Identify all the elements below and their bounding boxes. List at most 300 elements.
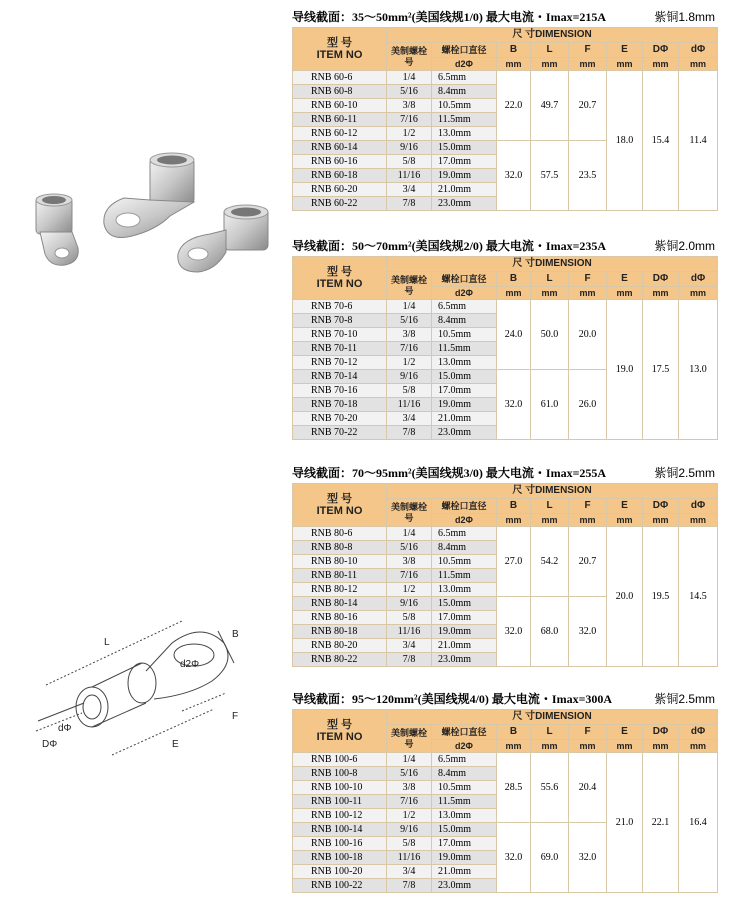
section-heading: 导线截面：70～95mm²(美国线规3/0) 最大电流・Imax=255A [292, 466, 607, 480]
screw-cell: 1/4 [387, 300, 432, 314]
model-cell: RNB 100-12 [293, 809, 387, 823]
copper-grade: 紫铜1.8mm [654, 10, 715, 24]
col-D: DΦ [643, 499, 679, 514]
unit-mm: mm [497, 514, 531, 527]
unit-mm: mm [607, 740, 643, 753]
unit-mm: mm [569, 740, 607, 753]
screw-cell: 1/2 [387, 127, 432, 141]
hole-diameter-cell: 11.5mm [432, 569, 497, 583]
hole-header: 螺栓口直径 [432, 43, 497, 58]
model-suffix: 22 [347, 197, 358, 209]
screw-cell: 9/16 [387, 141, 432, 155]
col-d: dΦ [679, 272, 718, 287]
model-suffix: 16 [347, 155, 358, 167]
unit-mm: mm [679, 514, 718, 527]
D-value: 17.5 [643, 300, 679, 440]
model-prefix: RNB 80 [311, 527, 345, 539]
screw-cell: 1/2 [387, 356, 432, 370]
hole-header: 螺栓口直径 [432, 272, 497, 287]
model-cell: RNB 100-16 [293, 837, 387, 851]
section-heading: 导线截面：50～70mm²(美国线规2/0) 最大电流・Imax=235A [292, 239, 607, 253]
dimension-header: 尺 寸DIMENSION [387, 28, 718, 43]
d-value: 13.0 [679, 300, 718, 440]
model-prefix: RNB 80 [311, 611, 345, 623]
dimension-diagram [22, 615, 282, 765]
model-cell: RNB 80-16 [293, 611, 387, 625]
hole-diameter-cell: 11.5mm [432, 342, 497, 356]
model-suffix: 6 [352, 753, 358, 765]
model-suffix: 16 [352, 837, 363, 849]
screw-cell: 11/16 [387, 625, 432, 639]
item-header-cn: 型 号 [326, 719, 353, 731]
hole-diameter-cell: 19.0mm [432, 398, 497, 412]
model-suffix: 18 [347, 169, 358, 181]
model-cell: RNB 100-6 [293, 753, 387, 767]
screw-header: 美制螺栓号 [387, 499, 432, 527]
model-suffix: 11 [347, 342, 358, 354]
model-cell: RNB 60-11 [293, 113, 387, 127]
B-value: 32.0 [497, 141, 531, 211]
model-cell: RNB 100-11 [293, 795, 387, 809]
F-value: 32.0 [569, 823, 607, 893]
model-prefix: RNB 70 [311, 426, 345, 438]
hole-diameter-cell: 23.0mm [432, 653, 497, 667]
screw-cell: 1/2 [387, 809, 432, 823]
screw-cell: 7/8 [387, 879, 432, 893]
table-row [293, 527, 718, 541]
screw-cell: 9/16 [387, 597, 432, 611]
model-suffix: 6 [347, 527, 353, 539]
hole-diameter-cell: 10.5mm [432, 781, 497, 795]
screw-cell: 3/4 [387, 412, 432, 426]
label-L: L [104, 637, 110, 648]
hole-diameter-cell: 13.0mm [432, 583, 497, 597]
model-suffix: 20 [352, 865, 363, 877]
screw-cell: 3/8 [387, 99, 432, 113]
screw-cell: 5/8 [387, 837, 432, 851]
model-prefix: RNB 80 [311, 625, 345, 637]
model-suffix: 16 [347, 611, 358, 623]
model-cell: RNB 70-22 [293, 426, 387, 440]
unit-mm: mm [497, 287, 531, 300]
model-cell: RNB 100-22 [293, 879, 387, 893]
unit-mm: mm [643, 287, 679, 300]
model-prefix: RNB 60 [311, 99, 345, 111]
col-B: B [497, 43, 531, 58]
unit-mm: mm [531, 514, 569, 527]
F-value: 20.7 [569, 527, 607, 597]
col-E: E [607, 272, 643, 287]
model-suffix: 10 [347, 328, 358, 340]
hole-diameter-cell: 23.0mm [432, 197, 497, 211]
model-suffix: 18 [347, 625, 358, 637]
model-prefix: RNB 100 [311, 837, 350, 849]
hole-diameter-cell: 21.0mm [432, 639, 497, 653]
hole-diameter-cell: 6.5mm [432, 300, 497, 314]
screw-header: 美制螺栓号 [387, 725, 432, 753]
col-d: dΦ [679, 725, 718, 740]
model-suffix: 16 [347, 384, 358, 396]
d-value: 14.5 [679, 527, 718, 667]
L-value: 61.0 [531, 370, 569, 440]
item-header-en: ITEM NO [316, 278, 363, 290]
model-prefix: RNB 70 [311, 412, 345, 424]
model-prefix: RNB 100 [311, 795, 350, 807]
dimension-header: 尺 寸DIMENSION [387, 257, 718, 272]
hole-diameter-cell: 6.5mm [432, 753, 497, 767]
screw-cell: 3/8 [387, 781, 432, 795]
B-value: 27.0 [497, 527, 531, 597]
model-prefix: RNB 80 [311, 583, 345, 595]
F-value: 32.0 [569, 597, 607, 667]
unit-mm: mm [497, 740, 531, 753]
model-prefix: RNB 60 [311, 141, 345, 153]
item-header-cn: 型 号 [326, 266, 353, 278]
hole-diameter-cell: 17.0mm [432, 155, 497, 169]
model-prefix: RNB 80 [311, 639, 345, 651]
label-dphi: dΦ [58, 723, 72, 734]
screw-cell: 3/8 [387, 328, 432, 342]
table-row [293, 753, 718, 767]
screw-cell: 1/2 [387, 583, 432, 597]
col-d: dΦ [679, 43, 718, 58]
lug-large-middle [104, 153, 194, 238]
model-suffix: 22 [347, 426, 358, 438]
screw-cell: 1/4 [387, 527, 432, 541]
col-B: B [497, 272, 531, 287]
col-F: F [569, 272, 607, 287]
model-cell: RNB 70-14 [293, 370, 387, 384]
model-prefix: RNB 60 [311, 169, 345, 181]
d2-header: d2Φ [432, 287, 497, 300]
col-L: L [531, 272, 569, 287]
screw-header: 美制螺栓号 [387, 43, 432, 71]
hole-diameter-cell: 11.5mm [432, 113, 497, 127]
L-value: 50.0 [531, 300, 569, 370]
model-prefix: RNB 100 [311, 781, 350, 793]
screw-cell: 5/16 [387, 541, 432, 555]
model-cell: RNB 70-12 [293, 356, 387, 370]
screw-cell: 9/16 [387, 370, 432, 384]
L-value: 68.0 [531, 597, 569, 667]
model-prefix: RNB 70 [311, 370, 345, 382]
model-prefix: RNB 60 [311, 183, 345, 195]
model-prefix: RNB 60 [311, 85, 345, 97]
model-cell: RNB 70-20 [293, 412, 387, 426]
screw-cell: 7/16 [387, 113, 432, 127]
screw-cell: 7/8 [387, 197, 432, 211]
hole-diameter-cell: 15.0mm [432, 141, 497, 155]
model-suffix: 8 [347, 541, 353, 553]
spec-table [292, 256, 718, 440]
screw-cell: 9/16 [387, 823, 432, 837]
model-cell: RNB 70-16 [293, 384, 387, 398]
screw-cell: 7/16 [387, 795, 432, 809]
screw-cell: 11/16 [387, 851, 432, 865]
copper-grade: 紫铜2.0mm [654, 239, 715, 253]
item-header-en: ITEM NO [316, 49, 363, 61]
section-title [292, 464, 717, 480]
model-prefix: RNB 70 [311, 342, 345, 354]
F-value: 20.0 [569, 300, 607, 370]
L-value: 54.2 [531, 527, 569, 597]
model-suffix: 14 [352, 823, 363, 835]
model-suffix: 8 [352, 767, 358, 779]
col-L: L [531, 725, 569, 740]
hole-diameter-cell: 13.0mm [432, 356, 497, 370]
unit-mm: mm [569, 58, 607, 71]
model-prefix: RNB 60 [311, 127, 345, 139]
model-suffix: 14 [347, 597, 358, 609]
col-E: E [607, 43, 643, 58]
model-suffix: 11 [347, 113, 358, 125]
model-suffix: 14 [347, 141, 358, 153]
F-value: 20.7 [569, 71, 607, 141]
label-Dphi: DΦ [42, 739, 58, 750]
col-L: L [531, 499, 569, 514]
unit-mm: mm [679, 58, 718, 71]
d2-header: d2Φ [432, 514, 497, 527]
hole-header: 螺栓口直径 [432, 725, 497, 740]
model-cell: RNB 100-20 [293, 865, 387, 879]
col-F: F [569, 725, 607, 740]
screw-cell: 3/8 [387, 555, 432, 569]
item-header [293, 28, 387, 71]
item-header-en: ITEM NO [316, 731, 363, 743]
model-cell: RNB 80-6 [293, 527, 387, 541]
hole-diameter-cell: 15.0mm [432, 370, 497, 384]
label-B: B [232, 629, 239, 640]
hole-diameter-cell: 21.0mm [432, 183, 497, 197]
unit-mm: mm [679, 740, 718, 753]
section-title [292, 237, 717, 253]
hole-diameter-cell: 10.5mm [432, 328, 497, 342]
item-header-en: ITEM NO [316, 505, 363, 517]
model-prefix: RNB 70 [311, 314, 345, 326]
screw-cell: 7/8 [387, 653, 432, 667]
model-prefix: RNB 100 [311, 753, 350, 765]
unit-mm: mm [607, 287, 643, 300]
model-prefix: RNB 80 [311, 555, 345, 567]
model-prefix: RNB 80 [311, 653, 345, 665]
d2-header: d2Φ [432, 58, 497, 71]
hole-diameter-cell: 19.0mm [432, 625, 497, 639]
model-cell: RNB 60-20 [293, 183, 387, 197]
col-L: L [531, 43, 569, 58]
screw-cell: 7/8 [387, 426, 432, 440]
model-prefix: RNB 80 [311, 569, 345, 581]
unit-mm: mm [607, 58, 643, 71]
screw-cell: 5/8 [387, 384, 432, 398]
screw-cell: 7/16 [387, 342, 432, 356]
model-suffix: 22 [352, 879, 363, 891]
model-suffix: 20 [347, 183, 358, 195]
hole-diameter-cell: 21.0mm [432, 412, 497, 426]
label-E: E [172, 739, 179, 750]
unit-mm: mm [643, 514, 679, 527]
model-cell: RNB 60-10 [293, 99, 387, 113]
section-title [292, 690, 717, 706]
hole-diameter-cell: 23.0mm [432, 426, 497, 440]
item-header [293, 710, 387, 753]
unit-mm: mm [679, 287, 718, 300]
model-cell: RNB 80-20 [293, 639, 387, 653]
dimension-header: 尺 寸DIMENSION [387, 710, 718, 725]
B-value: 28.5 [497, 753, 531, 823]
model-cell: RNB 60-8 [293, 85, 387, 99]
col-d: dΦ [679, 499, 718, 514]
col-E: E [607, 725, 643, 740]
hole-diameter-cell: 8.4mm [432, 541, 497, 555]
model-suffix: 10 [352, 781, 363, 793]
hole-diameter-cell: 13.0mm [432, 127, 497, 141]
item-header-cn: 型 号 [326, 37, 353, 49]
model-cell: RNB 60-22 [293, 197, 387, 211]
hole-header: 螺栓口直径 [432, 499, 497, 514]
hole-diameter-cell: 17.0mm [432, 384, 497, 398]
screw-cell: 1/4 [387, 753, 432, 767]
D-value: 15.4 [643, 71, 679, 211]
model-suffix: 22 [347, 653, 358, 665]
model-prefix: RNB 70 [311, 384, 345, 396]
model-suffix: 12 [347, 127, 358, 139]
model-suffix: 18 [347, 398, 358, 410]
item-header [293, 257, 387, 300]
unit-mm: mm [607, 514, 643, 527]
D-value: 22.1 [643, 753, 679, 893]
section-heading: 导线截面：95～120mm²(美国线规4/0) 最大电流・Imax=300A [292, 692, 613, 706]
hole-diameter-cell: 8.4mm [432, 314, 497, 328]
model-prefix: RNB 100 [311, 809, 350, 821]
model-prefix: RNB 80 [311, 597, 345, 609]
col-E: E [607, 499, 643, 514]
model-cell: RNB 70-18 [293, 398, 387, 412]
E-value: 18.0 [607, 71, 643, 211]
hole-diameter-cell: 15.0mm [432, 597, 497, 611]
model-cell: RNB 70-8 [293, 314, 387, 328]
hole-diameter-cell: 23.0mm [432, 879, 497, 893]
screw-cell: 5/16 [387, 767, 432, 781]
model-suffix: 10 [347, 555, 358, 567]
lug-right [178, 205, 268, 272]
unit-mm: mm [531, 740, 569, 753]
unit-mm: mm [643, 58, 679, 71]
model-prefix: RNB 100 [311, 851, 350, 863]
model-suffix: 11 [347, 569, 358, 581]
unit-mm: mm [643, 740, 679, 753]
B-value: 32.0 [497, 823, 531, 893]
unit-mm: mm [531, 58, 569, 71]
hole-diameter-cell: 21.0mm [432, 865, 497, 879]
screw-cell: 3/4 [387, 183, 432, 197]
spec-table [292, 27, 718, 211]
L-value: 55.6 [531, 753, 569, 823]
section-heading: 导线截面：35～50mm²(美国线规1/0) 最大电流・Imax=215A [292, 10, 607, 24]
model-suffix: 8 [347, 314, 353, 326]
unit-mm: mm [569, 287, 607, 300]
screw-cell: 1/4 [387, 71, 432, 85]
unit-mm: mm [497, 58, 531, 71]
model-suffix: 18 [352, 851, 363, 863]
F-value: 26.0 [569, 370, 607, 440]
table-row [293, 300, 718, 314]
screw-cell: 3/4 [387, 865, 432, 879]
model-suffix: 6 [347, 71, 353, 83]
hole-diameter-cell: 15.0mm [432, 823, 497, 837]
model-cell: RNB 80-22 [293, 653, 387, 667]
model-cell: RNB 60-14 [293, 141, 387, 155]
model-prefix: RNB 60 [311, 113, 345, 125]
model-cell: RNB 100-8 [293, 767, 387, 781]
F-value: 20.4 [569, 753, 607, 823]
model-prefix: RNB 100 [311, 879, 350, 891]
hole-diameter-cell: 13.0mm [432, 809, 497, 823]
model-prefix: RNB 60 [311, 197, 345, 209]
model-cell: RNB 60-12 [293, 127, 387, 141]
model-cell: RNB 80-12 [293, 583, 387, 597]
product-photo [20, 150, 280, 290]
section-title [292, 8, 717, 24]
model-suffix: 10 [347, 99, 358, 111]
unit-mm: mm [569, 514, 607, 527]
model-cell: RNB 100-14 [293, 823, 387, 837]
screw-cell: 3/4 [387, 639, 432, 653]
model-cell: RNB 60-18 [293, 169, 387, 183]
model-suffix: 20 [347, 412, 358, 424]
hole-diameter-cell: 19.0mm [432, 169, 497, 183]
model-cell: RNB 80-8 [293, 541, 387, 555]
hole-diameter-cell: 17.0mm [432, 611, 497, 625]
model-cell: RNB 60-16 [293, 155, 387, 169]
col-D: DΦ [643, 725, 679, 740]
model-suffix: 12 [352, 809, 363, 821]
d-value: 16.4 [679, 753, 718, 893]
B-value: 22.0 [497, 71, 531, 141]
B-value: 32.0 [497, 597, 531, 667]
E-value: 21.0 [607, 753, 643, 893]
lug-small-left [36, 194, 78, 265]
model-suffix: 11 [352, 795, 363, 807]
unit-mm: mm [531, 287, 569, 300]
item-header-cn: 型 号 [326, 493, 353, 505]
hole-diameter-cell: 11.5mm [432, 795, 497, 809]
model-prefix: RNB 60 [311, 155, 345, 167]
E-value: 19.0 [607, 300, 643, 440]
screw-cell: 11/16 [387, 169, 432, 183]
label-F: F [232, 711, 239, 722]
screw-header: 美制螺栓号 [387, 272, 432, 300]
model-cell: RNB 70-11 [293, 342, 387, 356]
model-suffix: 20 [347, 639, 358, 651]
hole-diameter-cell: 10.5mm [432, 99, 497, 113]
d-value: 11.4 [679, 71, 718, 211]
col-B: B [497, 725, 531, 740]
model-cell: RNB 80-11 [293, 569, 387, 583]
screw-cell: 11/16 [387, 398, 432, 412]
screw-cell: 5/16 [387, 85, 432, 99]
hole-diameter-cell: 6.5mm [432, 527, 497, 541]
item-header [293, 484, 387, 527]
hole-diameter-cell: 10.5mm [432, 555, 497, 569]
screw-cell: 5/16 [387, 314, 432, 328]
model-prefix: RNB 100 [311, 865, 350, 877]
B-value: 24.0 [497, 300, 531, 370]
L-value: 49.7 [531, 71, 569, 141]
model-cell: RNB 80-10 [293, 555, 387, 569]
F-value: 23.5 [569, 141, 607, 211]
hole-diameter-cell: 17.0mm [432, 837, 497, 851]
screw-cell: 7/16 [387, 569, 432, 583]
